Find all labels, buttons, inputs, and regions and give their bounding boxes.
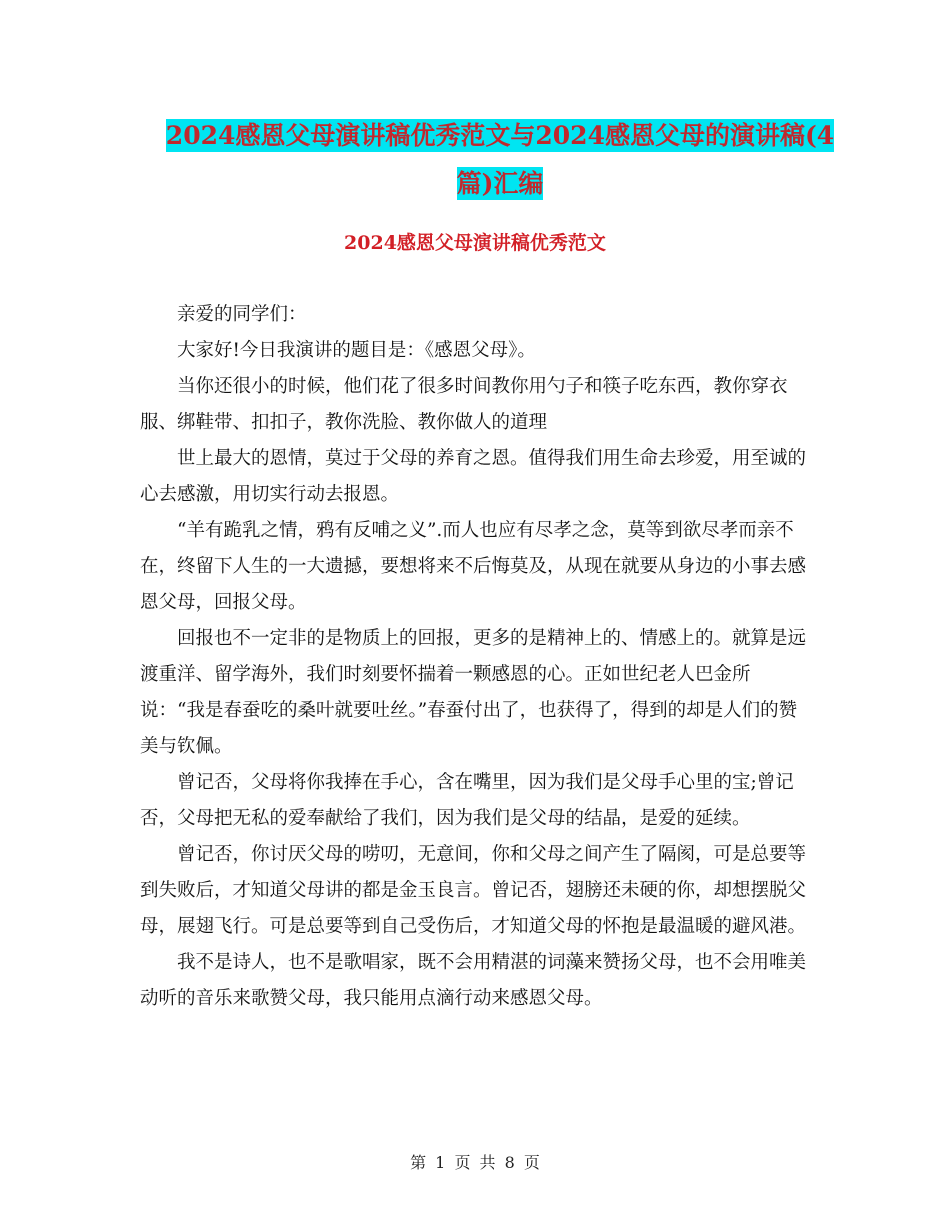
paragraph: “羊有跪乳之情，鸦有反哺之义”.而人也应有尽孝之念，莫等到欲尽孝而亲不在，终留下人生的一大遗撼，要想将来不后悔莫及，从现在就要从身边的小事去感恩父母，回报父母。 [140,520,807,613]
paragraph: 曾记否，父母将你我捧在手心，含在嘴里，因为我们是父母手心里的宝;曾记否，父母把无私的爱奉献给了我们，因为我们是父母的结晶，是爱的延续。 [140,772,794,829]
paragraph: 我不是诗人，也不是歌唱家，既不会用精湛的词藻来赞扬父母，也不会用唯美动听的音乐来歌赞父母，我只能用点滴行动来感恩父母。 [140,952,807,1009]
paragraph: 曾记否，你讨厌父母的唠叨，无意间，你和父母之间产生了隔阂，可是总要等到失败后，才知道父母讲的都是金玉良言。曾记否，翅膀还未硬的你，却想摆脱父母，展翅飞行。可是总要等到自己受伤后，才知道父母的怀抱是最温暖的避风港。 [140,844,807,937]
paragraph: 世上最大的恩情，莫过于父母的养育之恩。值得我们用生命去珍爱，用至诚的心去感激，用切实行动去报恩。 [140,448,807,505]
paragraph: 亲爱的同学们： [177,304,307,325]
paragraph: 回报也不一定非的是物质上的回报，更多的是精神上的、情感上的。就算是远渡重洋、留学海外，我们时刻要怀揣着一颗感恩的心。正如世纪老人巴金所说：“我是春蚕吃的桑叶就要吐丝。”春蚕付出了，也获得了，得到的却是人们的赞美与钦佩。 [140,628,807,757]
document-title [150,112,850,208]
document-title-text: 2024感恩父母演讲稿优秀范文与2024感恩父母的演讲稿(4篇)汇编 [165,121,835,198]
section-heading: 2024感恩父母演讲稿优秀范文 [344,232,606,254]
paragraph: 大家好!今日我演讲的题目是：《感恩父母》。 [177,340,536,361]
paragraph: 当你还很小的时候，他们花了很多时间教你用勺子和筷子吃东西，教你穿衣服、绑鞋带、扣扣子，教你洗脸、教你做人的道理 [140,376,788,433]
page-number-footer: 第 1 页 共 8 页 [410,1153,540,1172]
document-body [140,297,812,1017]
